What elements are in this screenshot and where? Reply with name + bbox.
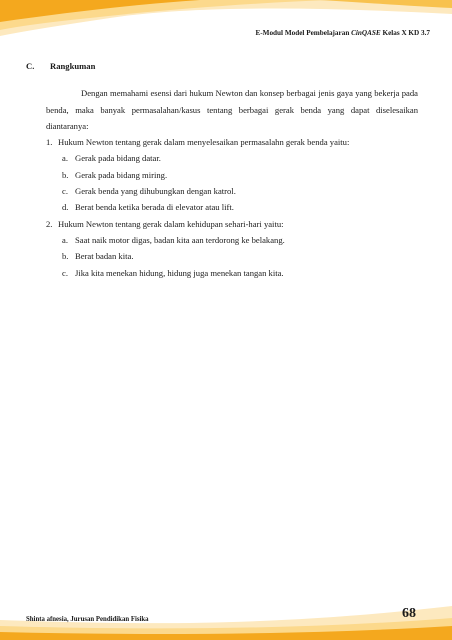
running-header xyxy=(255,29,430,37)
footer-wave-decoration xyxy=(0,590,452,640)
list-item-2 xyxy=(46,216,418,232)
sub-item-letter: b. xyxy=(62,169,69,180)
sub-item-text: Gerak pada bidang datar. xyxy=(75,153,161,164)
list-item-text: Hukum Newton tentang gerak dalam kehidupan sehari-hari yaitu: xyxy=(58,218,284,229)
sub-item-text: Berat benda ketika berada di elevator atau lift. xyxy=(75,202,234,213)
footer-author: Shinta afnesia, Jurusan Pendidikan Fisika xyxy=(26,616,149,623)
sub-item-letter: a. xyxy=(62,234,68,245)
sub-item-letter: c. xyxy=(62,267,68,278)
section-heading xyxy=(26,58,418,74)
header-model-name: CinQASE xyxy=(351,29,381,37)
sub-item-text: Jika kita menekan hidung, hidung juga menekan tangan kita. xyxy=(75,267,284,278)
intro-paragraph: Dengan memahami esensi dari hukum Newton dan konsep berbagai jenis gaya yang bekerja pada benda, maka banyak permasalahan/kasus tentang berbagai gerak benda yang dapat diselesaikan diantaranya: xyxy=(46,88,418,131)
sub-item-letter: c. xyxy=(62,186,68,197)
sub-item-text: Gerak benda yang dihubungkan dengan katrol. xyxy=(75,186,236,197)
sub-item-1b xyxy=(62,167,418,183)
list-number: 2. xyxy=(46,218,53,229)
sub-item-text: Berat badan kita. xyxy=(75,251,134,262)
sub-item-1a xyxy=(62,150,418,166)
summary-section xyxy=(26,58,418,281)
sub-item-1c xyxy=(62,183,418,199)
sub-item-2b xyxy=(62,248,418,264)
list-item-text: Hukum Newton tentang gerak dalam menyelesaikan permasalahn gerak benda yaitu: xyxy=(58,137,350,148)
list-item-1 xyxy=(46,134,418,150)
page-number: 68 xyxy=(402,606,416,621)
sub-item-2c xyxy=(62,265,418,281)
section-letter: C. xyxy=(26,61,35,71)
header-wave-decoration xyxy=(0,0,452,50)
sub-item-2a xyxy=(62,232,418,248)
sub-item-letter: b. xyxy=(62,251,69,262)
list-number: 1. xyxy=(46,137,53,148)
sub-item-text: Gerak pada bidang miring. xyxy=(75,169,168,180)
header-text-before: E-Modul Model Pembelajaran xyxy=(255,29,352,37)
sub-item-letter: a. xyxy=(62,153,68,164)
sub-item-text: Saat naik motor digas, badan kita aan terdorong ke belakang. xyxy=(75,234,285,245)
sub-item-letter: d. xyxy=(62,202,69,213)
header-text-after: Kelas X KD 3.7 xyxy=(380,29,430,37)
sub-item-1d xyxy=(62,199,418,215)
section-title: Rangkuman xyxy=(50,61,96,71)
